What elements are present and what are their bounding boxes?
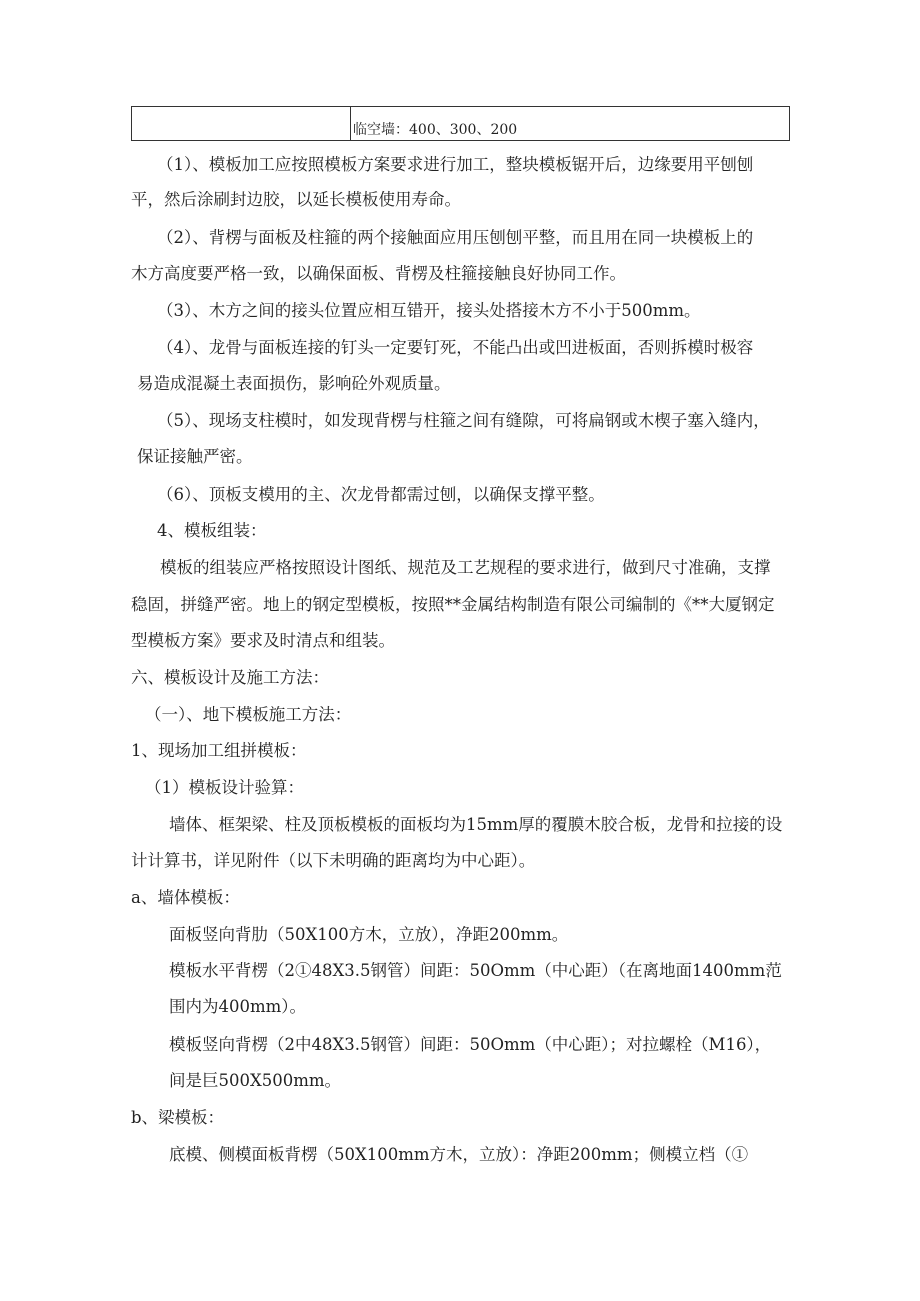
paragraph-line: 面板竖向背肋（50X100方木，立放），净距200mm。 bbox=[169, 925, 569, 944]
section-heading: 六、模板设计及施工方法： bbox=[131, 668, 329, 687]
paragraph-line: （6）、顶板支模用的主、次龙骨都需过刨，以确保支撑平整。 bbox=[157, 485, 605, 504]
paragraph-line: 模板竖向背楞（2中48X3.5钢管）间距：50Omm（中心距）；对拉螺栓（M16）， bbox=[169, 1035, 772, 1054]
paragraph-line: （5）、现场支柱模时，如发现背楞与柱箍之间有缝隙，可将扁钢或木楔子塞入缝内， bbox=[157, 411, 770, 430]
paragraph-line: 稳固，拼缝严密。地上的钢定型模板，按照**金属结构制造有限公司编制的《**大厦钢定 bbox=[131, 595, 775, 614]
section-heading: 1、现场加工组拼模板： bbox=[131, 741, 307, 760]
paragraph-line: 易造成混凝土表面损伤，影响砼外观质量。 bbox=[137, 374, 451, 393]
paragraph-line: 墙体、框架梁、柱及顶板模板的面板均为15mm厚的覆膜木胶合板，龙骨和拉接的设 bbox=[169, 815, 783, 834]
paragraph-line: 保证接触严密。 bbox=[137, 447, 253, 466]
paragraph-line: 平，然后涂刷封边胶，以延长模板使用寿命。 bbox=[131, 190, 461, 209]
paragraph-line: （3）、木方之间的接头位置应相互错开，接头处搭接木方不小于500mm。 bbox=[157, 301, 701, 320]
paragraph-line: 围内为400mm）。 bbox=[169, 997, 307, 1016]
paragraph-line: 底模、侧模面板背楞（50X100mm方木，立放）：净距200mm；侧模立档（① bbox=[169, 1145, 749, 1164]
section-heading: a、墙体模板： bbox=[131, 888, 240, 907]
paragraph-line: （4）、龙骨与面板连接的钉头一定要钉死，不能凸出或凹进板面，否则拆模时极容 bbox=[157, 338, 754, 357]
table-fragment bbox=[131, 106, 790, 141]
paragraph-line: （1）、模板加工应按照模板方案要求进行加工，整块模板锯开后，边缘要用平刨刨 bbox=[157, 155, 754, 174]
section-heading: （一）、地下模板施工方法： bbox=[145, 705, 352, 724]
paragraph-line: 计计算书，详见附件（以下未明确的距离均为中心距）。 bbox=[131, 851, 536, 870]
section-heading: 4、模板组装： bbox=[157, 521, 267, 540]
paragraph-line: 模板的组装应严格按照设计图纸、规范及工艺规程的要求进行，做到尺寸准确，支撑 bbox=[160, 558, 771, 577]
section-heading: （1）模板设计验算： bbox=[145, 778, 304, 797]
paragraph-line: 间是巨500X500mm。 bbox=[169, 1071, 342, 1090]
table-cell-right bbox=[351, 107, 789, 140]
paragraph-line: 型模板方案》要求及时清点和组装。 bbox=[131, 631, 395, 650]
table-cell-left bbox=[132, 107, 351, 140]
paragraph-line: 模板水平背楞（2①48X3.5钢管）间距：50Omm（中心距）（在离地面1400mm范 bbox=[169, 961, 782, 980]
table-cell-text: 临空墙：400、300、200 bbox=[353, 122, 518, 138]
paragraph-line: （2）、背楞与面板及柱箍的两个接触面应用压刨刨平整，而且用在同一块模板上的 bbox=[157, 228, 754, 247]
section-heading: b、梁模板： bbox=[131, 1108, 225, 1127]
paragraph-line: 木方高度要严格一致，以确保面板、背楞及柱箍接触良好协同工作。 bbox=[131, 264, 626, 283]
